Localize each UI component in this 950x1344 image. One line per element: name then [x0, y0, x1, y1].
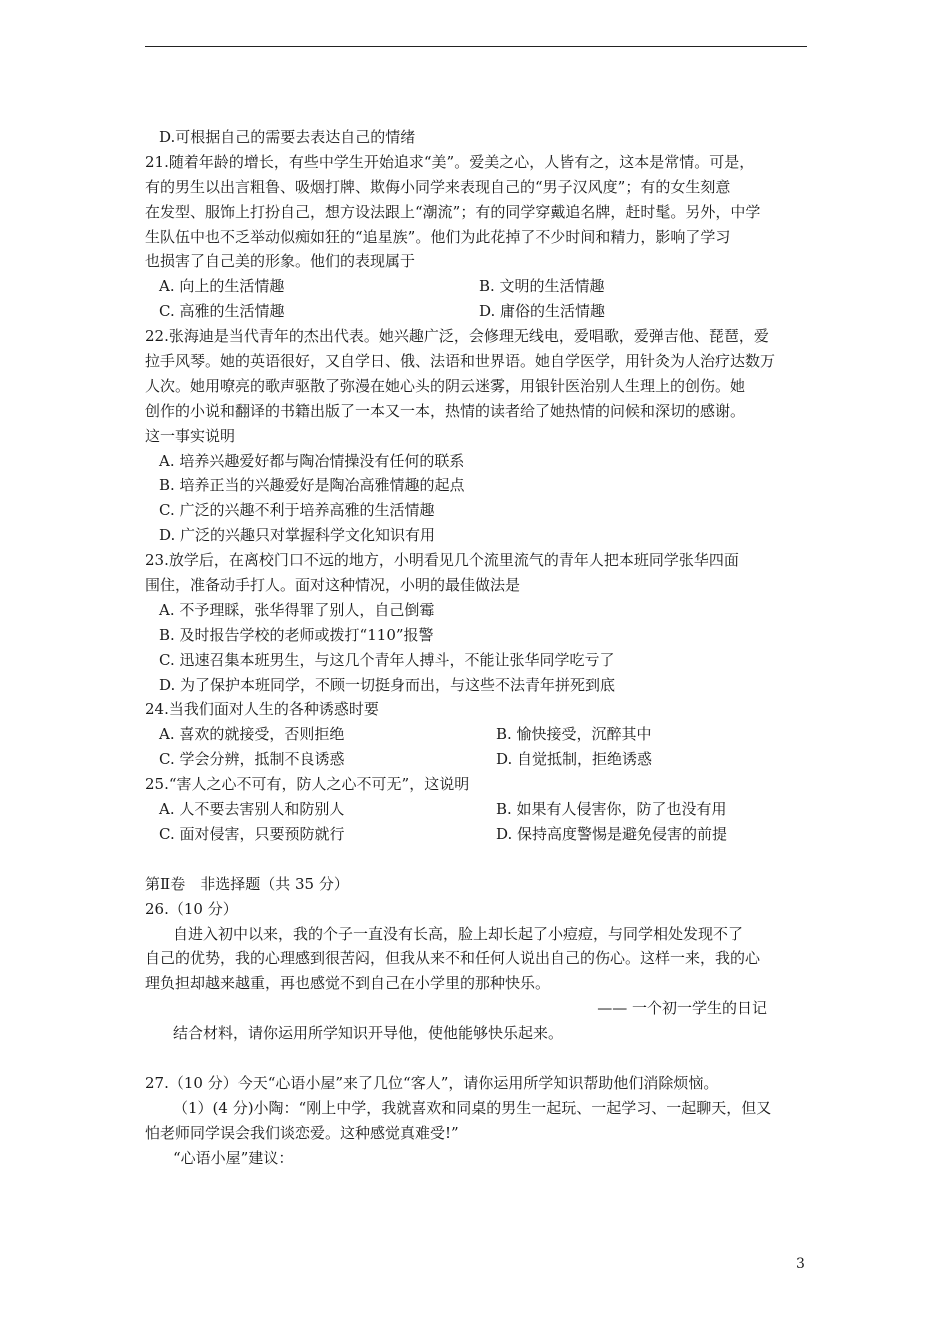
q25-option-b: B. 如果有人侵害你，防了也没有用 — [496, 800, 727, 819]
q27-advice-label: “心语小屋”建议： — [173, 1148, 294, 1167]
q21-option-b: B. 文明的生活情趣 — [479, 277, 605, 296]
q27-sub1-line: （1）(4 分)小陶：“刚上中学，我就喜欢和同桌的男生一起玩、一起学习、一起聊天，但又 — [173, 1098, 772, 1117]
q23-option-a: A. 不予理睬，张华得罪了别人，自己倒霉 — [159, 600, 435, 619]
q22-option-d: D. 广泛的兴趣只对掌握科学文化知识有用 — [159, 526, 436, 545]
q24-options-row — [145, 747, 810, 772]
q23-stem-line: 23.放学后，在离校门口不远的地方，小明看见几个流里流气的青年人把本班同学张华四面 — [145, 551, 739, 570]
q22-stem-line: 拉手风琴。她的英语很好，又自学日、俄、法语和世界语。她自学医学，用针灸为人治疗达数万 — [145, 352, 776, 371]
q24-option-a: A. 喜欢的就接受，否则拒绝 — [159, 725, 345, 744]
q24-stem: 24.当我们面对人生的各种诱惑时要 — [145, 700, 379, 719]
q24-option-c: C. 学会分辨，抵制不良诱惑 — [159, 750, 345, 769]
q20-option-d: D.可根据自己的需要去表达自己的情绪 — [159, 128, 416, 146]
q25-options-row — [145, 822, 810, 847]
q27-header: 27.（10 分）今天“心语小屋”来了几位“客人”，请你运用所学知识帮助他们消除烦恼。 — [145, 1073, 719, 1092]
q21-options-row — [145, 299, 810, 324]
q25-option-d: D. 保持高度警惕是避免侵害的前提 — [496, 824, 728, 843]
q23-option-d: D. 为了保护本班同学，不顾一切挺身而出，与这些不法青年拼死到底 — [159, 675, 616, 694]
q22-option-b: B. 培养正当的兴趣爱好是陶冶高雅情趣的起点 — [159, 476, 465, 495]
q24-option-b: B. 愉快接受，沉醉其中 — [496, 725, 652, 744]
q26-material-line: 自己的优势，我的心理感到很苦闷，但我从来不和任何人说出自己的伤心。这样一来，我的心 — [145, 949, 761, 968]
q22-stem-line: 人次。她用嘹亮的歌声驱散了弥漫在她心头的阴云迷雾，用银针医治别人生理上的创伤。她 — [145, 376, 746, 395]
q26-material-line: 理负担却越来越重，再也感觉不到自己在小学里的那种快乐。 — [145, 974, 551, 993]
q21-stem-line: 21.随着年龄的增长，有些中学生开始追求“美”。爱美之心，人皆有之，这本是常情。可是， — [145, 152, 755, 171]
spacer — [145, 1046, 810, 1071]
q26-signature: —— 一个初一学生的日记 — [597, 999, 767, 1018]
q25-options-row — [145, 797, 810, 822]
q21-option-c: C. 高雅的生活情趣 — [159, 302, 285, 321]
q21-stem-line: 生队伍中也不乏举动似痴如狂的“追星族”。他们为此花掉了不少时间和精力，影响了学习 — [145, 227, 731, 246]
q25-stem: 25.“害人之心不可有，防人之心不可无”，这说明 — [145, 775, 470, 794]
q22-stem-line: 创作的小说和翻译的书籍出版了一本又一本，热情的读者给了她热情的问候和深切的感谢。 — [145, 401, 746, 420]
q23-option-c: C. 迅速召集本班男生，与这几个青年人搏斗，不能让张华同学吃亏了 — [159, 650, 615, 669]
q27-sub1-line: 怕老师同学误会我们谈恋爱。这种感觉真难受!” — [145, 1123, 459, 1142]
q22-stem-line: 22.张海迪是当代青年的杰出代表。她兴趣广泛，会修理无线电，爱唱歌，爱弹吉他、琵琶，爱 — [145, 327, 769, 346]
question-25 — [145, 772, 810, 847]
q25-option-a: A. 人不要去害别人和防别人 — [159, 800, 345, 819]
question-26 — [145, 897, 810, 1046]
q25-option-c: C. 面对侵害，只要预防就行 — [159, 824, 345, 843]
spacer — [145, 847, 810, 872]
q24-options-row — [145, 722, 810, 747]
q24-option-d: D. 自觉抵制，拒绝诱惑 — [496, 750, 653, 769]
q21-stem-line: 有的男生以出言粗鲁、吸烟打牌、欺侮小同学来表现自己的“男子汉风度”；有的女生刻意 — [145, 177, 731, 196]
q21-options-row — [145, 274, 810, 299]
q23-option-b: B. 及时报告学校的老师或拨打“110”报警 — [159, 625, 434, 644]
q22-option-c: C. 广泛的兴趣不利于培养高雅的生活情趣 — [159, 501, 435, 520]
q21-stem-line: 在发型、服饰上打扮自己，想方设法跟上“潮流”；有的同学穿戴追名牌，赶时髦。另外，中学 — [145, 202, 761, 221]
question-24 — [145, 697, 810, 772]
question-21 — [145, 150, 810, 324]
q22-stem-line: 这一事实说明 — [145, 426, 236, 445]
q26-prompt: 结合材料，请你运用所学知识开导他，使他能够快乐起来。 — [173, 1024, 564, 1043]
q21-option-d: D. 庸俗的生活情趣 — [479, 302, 606, 321]
question-23 — [145, 548, 810, 697]
question-22 — [145, 324, 810, 548]
header-rule — [145, 46, 807, 47]
q23-stem-line: 围住，准备动手打人。面对这种情况，小明的最佳做法是 — [145, 576, 521, 595]
q21-stem-line: 也损害了自己美的形象。他们的表现属于 — [145, 252, 416, 271]
part2-title: 第Ⅱ卷 非选择题（共 35 分） — [145, 874, 349, 893]
q26-header: 26.（10 分） — [145, 899, 238, 918]
exam-content — [145, 125, 810, 1170]
question-27 — [145, 1071, 810, 1171]
q21-option-a: A. 向上的生活情趣 — [159, 277, 285, 296]
q26-material-line: 自进入初中以来，我的个子一直没有长高，脸上却长起了小痘痘，与同学相处发现不了 — [173, 924, 744, 943]
q22-option-a: A. 培养兴趣爱好都与陶冶情操没有任何的联系 — [159, 451, 465, 470]
page-number: 3 — [796, 1256, 805, 1272]
